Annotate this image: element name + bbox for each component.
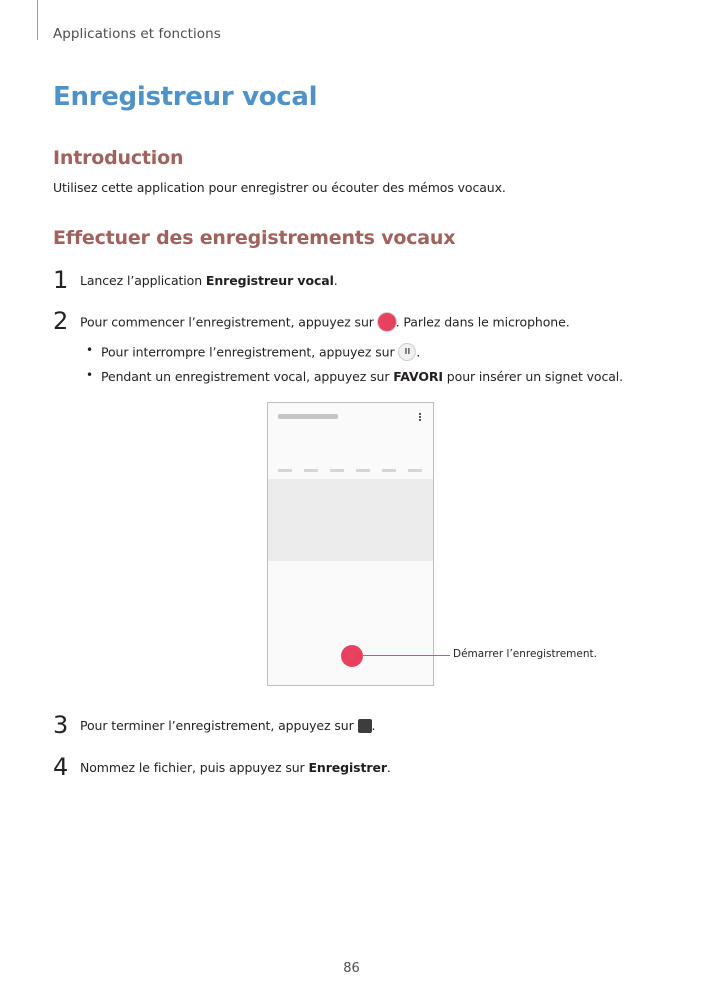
bullet-bookmark [0,368,703,392]
bullet-dot: • [86,343,94,357]
bullet-text: Pour interrompre l’enregistrement, appuyez sur II . [101,344,421,360]
record-icon [378,313,396,331]
step-4 [0,753,703,789]
bullet-text: Pendant un enregistrement vocal, appuyez sur FAVORI pour insérer un signet vocal. [101,369,624,384]
stop-icon [358,719,372,733]
app-title-bar [278,414,338,419]
step-text: Pour terminer l’enregistrement, appuyez sur . [80,718,376,733]
step-text: Nommez le fichier, puis appuyez sur Enregistrer. [80,760,391,775]
pause-icon: II [398,343,416,361]
step-number: 1 [53,266,69,294]
step-number: 2 [53,307,69,335]
step-number: 4 [53,753,69,781]
step-text: Pour commencer l’enregistrement, appuyez sur . Parlez dans le microphone. [80,314,570,330]
callout-label: Démarrer l’enregistrement. [453,648,597,660]
ruler-tick [304,469,318,472]
ruler-tick [356,469,370,472]
step-1 [0,266,703,302]
phone-screenshot [267,402,434,686]
time-ruler [268,467,433,479]
step-number: 3 [53,711,69,739]
waveform-area [268,479,433,561]
ruler-tick [382,469,396,472]
intro-heading: Introduction [53,147,184,169]
bullet-dot: • [86,368,94,382]
page-title: Enregistreur vocal [53,82,318,112]
running-header: Applications et fonctions [53,26,221,42]
step-3 [0,711,703,747]
intro-text: Utilisez cette application pour enregistrer ou écouter des mémos vocaux. [53,180,506,195]
ruler-tick [408,469,422,472]
margin-line [37,0,38,40]
callout-line [362,655,450,656]
record-button[interactable] [341,645,363,667]
page-number: 86 [343,961,360,976]
step-2 [0,307,703,343]
step-text: Lancez l’application Enregistreur vocal. [80,273,338,288]
ruler-tick [278,469,292,472]
ruler-tick [330,469,344,472]
more-options-icon[interactable] [419,413,421,421]
bullet-pause [0,343,703,367]
recording-heading: Effectuer des enregistrements vocaux [53,227,456,249]
